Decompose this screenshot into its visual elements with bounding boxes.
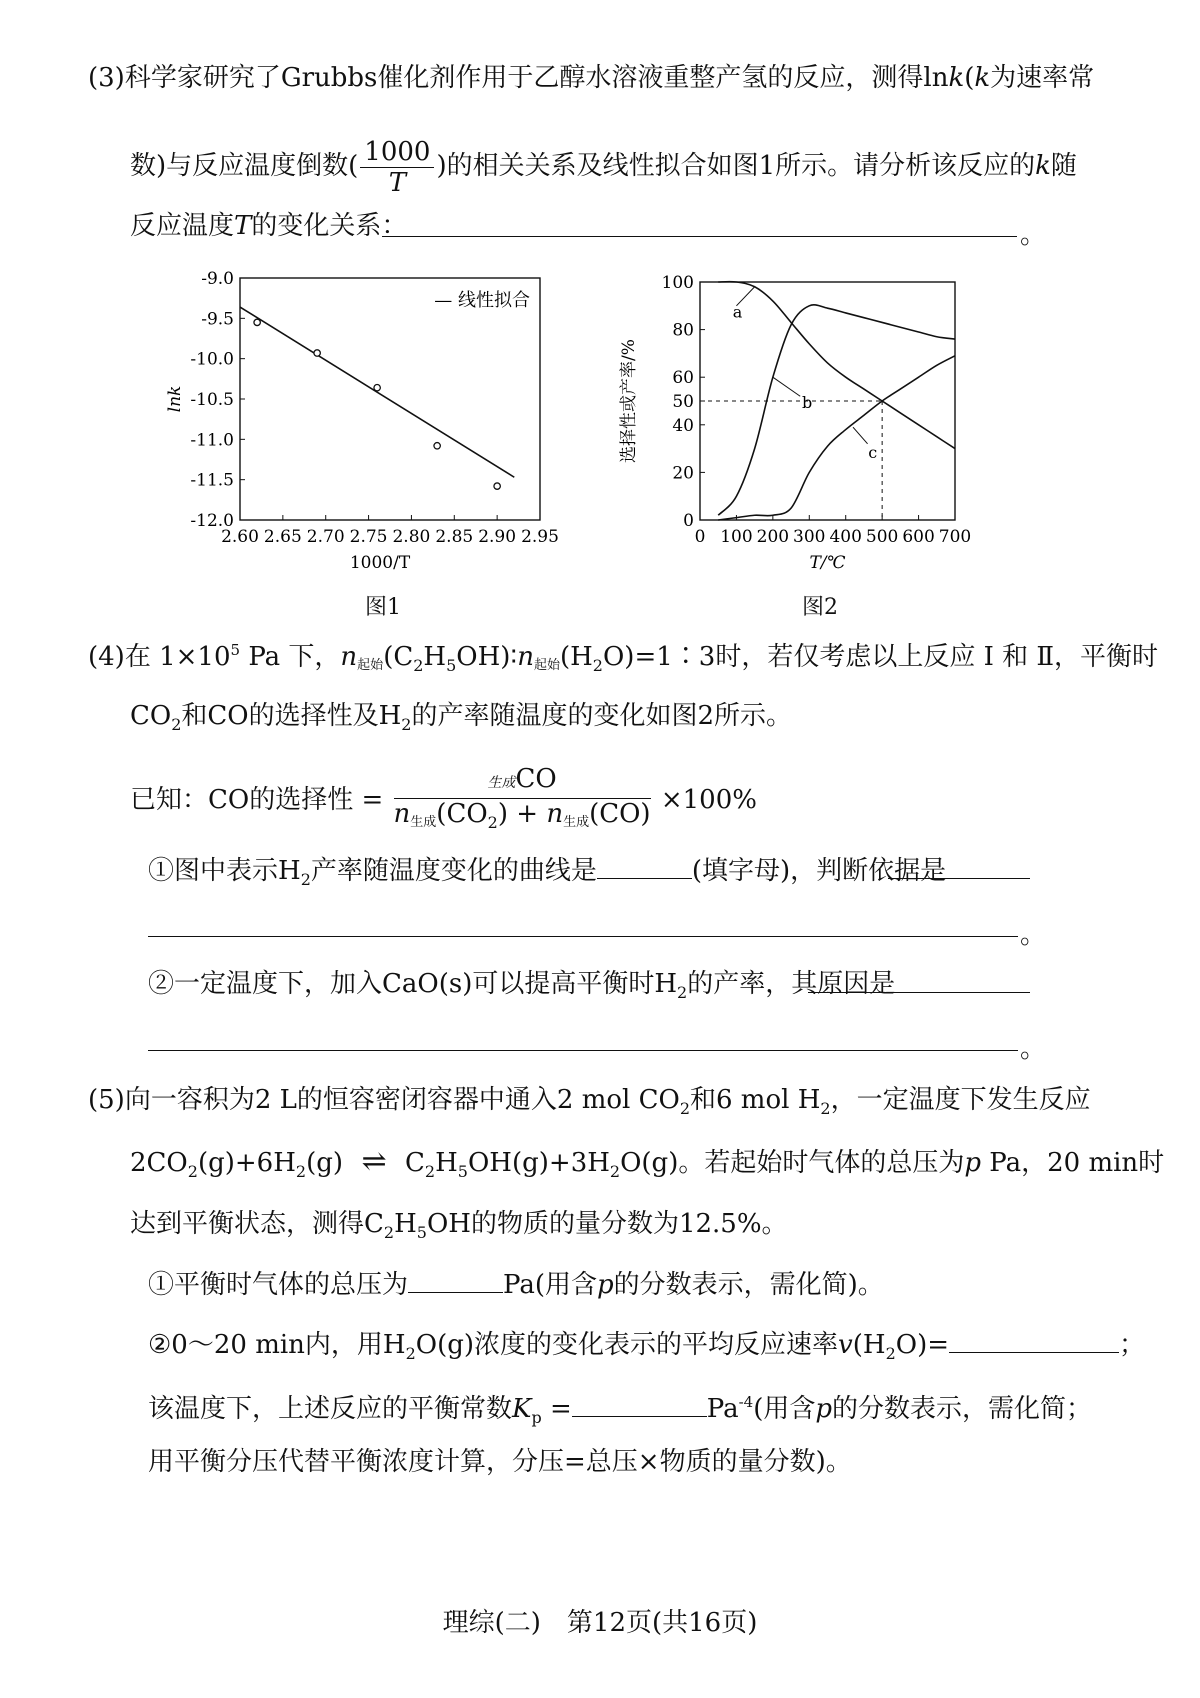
q4-sub1-blank-reason-b[interactable] (148, 936, 1018, 937)
y-tick-label: -11.5 (190, 470, 234, 491)
y-tick-label: -9.0 (201, 269, 234, 289)
q5-line1: (5)向一容积为2 L的恒容密闭容器中通入2 mol $CO_2$和6 mol $H_2$，一定温度下发生反应 (88, 1085, 1091, 1118)
x-tick-label: 2.85 (435, 527, 474, 547)
q4-sub2-blank-b[interactable] (148, 1050, 1018, 1051)
y-tick-label: 60 (672, 368, 694, 389)
q5-sub2: ②0～20 min内，用$H_2O(g)$浓度的变化表示的平均反应速率$v(H_2O)=$ ； (148, 1326, 1145, 1372)
q4-line1: (4)在 $1\times 10^5$ Pa 下，n起始$(C_2H_5OH)∶n$起始$(H_2O)=1∶3$时，若仅考虑以上反应 Ⅰ 和 Ⅱ，平衡时 (88, 641, 1159, 675)
q4-sub2-period: 。 (1020, 1034, 1047, 1064)
x-tick-label: 2.75 (349, 527, 388, 547)
y-tick-label: 50 (672, 392, 694, 412)
curve-label-c: c (868, 443, 878, 463)
page-footer: 理综(二) 第12页(共16页) (442, 1608, 758, 1638)
x-tick-label: 2.65 (263, 527, 302, 547)
y-tick-label: 40 (672, 415, 694, 436)
q4-sub1-blank-reason-a[interactable] (888, 878, 1030, 879)
y-axis-label: 选择性或产率/% (619, 339, 639, 463)
figure2-caption: 图2 (802, 595, 838, 620)
figure1-caption: 图1 (365, 595, 401, 620)
q3-line2: 数)与反应温度倒数( $\frac{1000}{T}$ )的相关关系及线性拟合如图1所示。请分析该反应的k随 (130, 136, 1077, 198)
figure2-chart (612, 262, 1032, 632)
fraction-1000-over-T: $\frac{1000}{T}$ (360, 137, 434, 198)
y-tick-label: 100 (661, 273, 694, 293)
x-tick-label: 2.90 (478, 527, 517, 547)
x-axis-label: T/℃ (809, 553, 846, 573)
x-tick-label: 2.70 (306, 527, 345, 547)
y-tick-label: -9.5 (201, 309, 234, 330)
x-tick-label: 500 (865, 527, 899, 547)
curve-a (718, 282, 955, 449)
y-tick-label: 20 (672, 463, 694, 484)
curve-label-a: a (732, 302, 743, 322)
data-point (254, 319, 260, 325)
x-axis-label: 1000/T (349, 553, 411, 573)
data-point (494, 483, 500, 489)
q3-period: 。 (1020, 220, 1047, 250)
y-tick-label: -12.0 (190, 511, 234, 531)
fit-line (240, 307, 514, 477)
x-tick-label: 2.80 (392, 527, 431, 547)
x-tick-label: 300 (793, 527, 826, 547)
q5-sub2-rate-blank[interactable] (949, 1326, 1119, 1353)
y-tick-label: -10.0 (190, 349, 234, 370)
x-tick-label: 0 (694, 527, 706, 547)
legend-fit-line: — 线性拟合 (434, 290, 530, 311)
x-tick-label: 400 (829, 527, 862, 547)
x-tick-label: 100 (720, 527, 753, 547)
q3-line3: 反应温度T的变化关系： (130, 211, 408, 241)
q4-sub2: ②一定温度下，加入CaO(s)可以提高平衡时$H_2$的产率，其原因是 (148, 969, 896, 1002)
x-tick-label: 600 (902, 527, 935, 547)
q5-sub1-blank[interactable] (408, 1266, 503, 1293)
q5-sub3-kp-blank[interactable] (572, 1390, 707, 1417)
q5-equation-line: $2CO_2(g)+6H_2(g)$ ⇌ $C_2H_5OH(g)+3H_2O(g)$。若起始时气体的总压为p Pa，20 min时 (130, 1144, 1165, 1181)
data-point (434, 443, 440, 449)
q5-line3: 达到平衡状态，测得$C_2H_5OH$的物质的量分数为12.5%。 (130, 1209, 788, 1242)
curve-c (718, 356, 955, 520)
q3-line1: (3)科学家研究了Grubbs催化剂作用于乙醇水溶液重整产氢的反应，测得lnk(k为速率常 (88, 63, 1095, 93)
figure1-chart (150, 262, 590, 632)
equilibrium-arrow-icon: ⇌ (361, 1144, 387, 1179)
q4-sub1-blank-letter[interactable] (597, 852, 692, 879)
q4-line2: $CO_2$和CO的选择性及$H_2$的产率随温度的变化如图2所示。 (130, 701, 793, 734)
x-tick-label: 2.95 (521, 527, 559, 547)
q5-sub3: 该温度下，上述反应的平衡常数$K_p = Pa^{-4}$(用含p的分数表示，需化简； (148, 1384, 1092, 1436)
y-tick-label: 80 (672, 320, 694, 341)
curve-b (718, 302, 955, 515)
co-selectivity-fraction: $\frac{\text{生成CO}}{n生成(CO_2) + n生成(CO)}$ (393, 764, 651, 832)
leader-c (853, 427, 868, 444)
q4-sub2-blank-a[interactable] (808, 992, 1030, 993)
x-tick-label: 2.60 (221, 527, 259, 547)
x-tick-label: 200 (756, 527, 790, 547)
q4-sub1-period: 。 (1020, 920, 1047, 950)
leader-b (773, 377, 800, 396)
q3-answer-blank[interactable] (382, 236, 1017, 237)
y-tick-label: 0 (683, 511, 694, 531)
data-point (374, 385, 380, 391)
y-axis-label: lnk (165, 385, 185, 413)
q5-sub1: ①平衡时气体的总压为 Pa(用含p的分数表示，需化简)。 (148, 1266, 884, 1303)
q4-sub1: ①图中表示$H_2$产率随温度变化的曲线是 (填字母)，判断依据是 (148, 852, 946, 898)
q4-known-formula: 已知：CO的选择性 = $\frac{\text{生成CO}}{n生成(CO_2) + n生成(CO)}$ ×100% (130, 764, 757, 838)
y-tick-label: -11.0 (190, 430, 234, 451)
y-tick-label: -10.5 (190, 390, 234, 410)
data-point (314, 350, 320, 356)
curve-label-b: b (802, 393, 813, 413)
q5-sub4: 用平衡分压代替平衡浓度计算，分压=总压×物质的量分数)。 (148, 1447, 852, 1477)
x-tick-label: 700 (938, 527, 972, 547)
